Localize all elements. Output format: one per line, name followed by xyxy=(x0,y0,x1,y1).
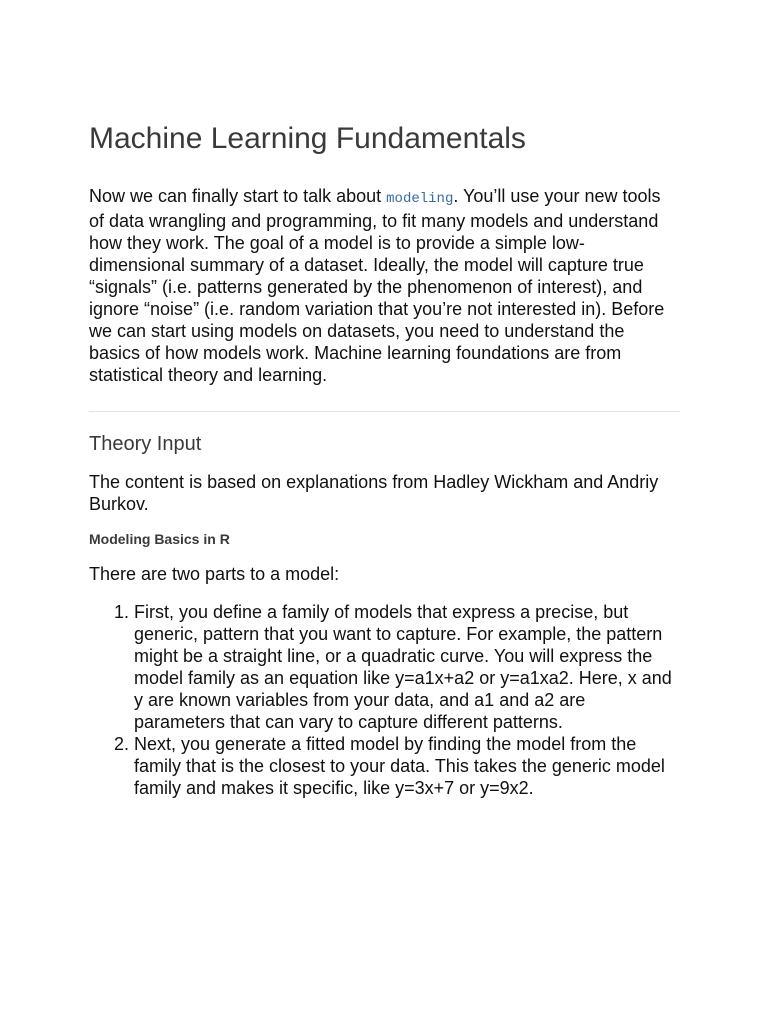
inline-code-modeling: modeling xyxy=(386,191,454,207)
section-paragraph: The content is based on explanations from Hadley Wickham and Andriy Burkov. xyxy=(89,472,659,514)
page-title: Machine Learning Fundamentals xyxy=(89,122,526,155)
model-parts-list xyxy=(89,601,680,799)
list-item: 2. Next, you generate a fitted model by finding the model from the family that is the closest to your data. This takes the generic model family and makes it specific, like y=3x+7 or y=9x2. xyxy=(134,733,680,799)
intro-paragraph xyxy=(89,185,680,386)
list-item: 1. First, you define a family of models that express a precise, but generic, pattern that you want to capture. For example, the pattern might be a straight line, or a quadratic curve. You will express the model family as an equation like y=a1x+a2 or y=a1xa2. Here, x and y are known variables from your data, and a1 and a2 are parameters that can vary to capture different patterns. xyxy=(134,601,680,733)
subsection-heading: Modeling Basics in R xyxy=(89,531,230,547)
list-lead-paragraph: There are two parts to a model: xyxy=(89,564,340,584)
intro-text-end: . You’ll use your new tools of data wrangling and programming, to fit many models and understand how they work. The goal of a model is to provide a simple low-dimensional summary of a dataset. Ideally, the model will capture true “signals” (i.e. patterns generated by the phenomenon of interest), and ignore “noise” (i.e. random variation that you’re not interested in). Before we can start using models on datasets, you need to understand the basics of how models work. Machine learning foundations are from statistical theory and learning. xyxy=(89,186,665,385)
section-heading: Theory Input xyxy=(89,433,202,455)
section-divider xyxy=(89,411,680,412)
intro-text-start: Now we can finally start to talk about xyxy=(89,186,387,206)
